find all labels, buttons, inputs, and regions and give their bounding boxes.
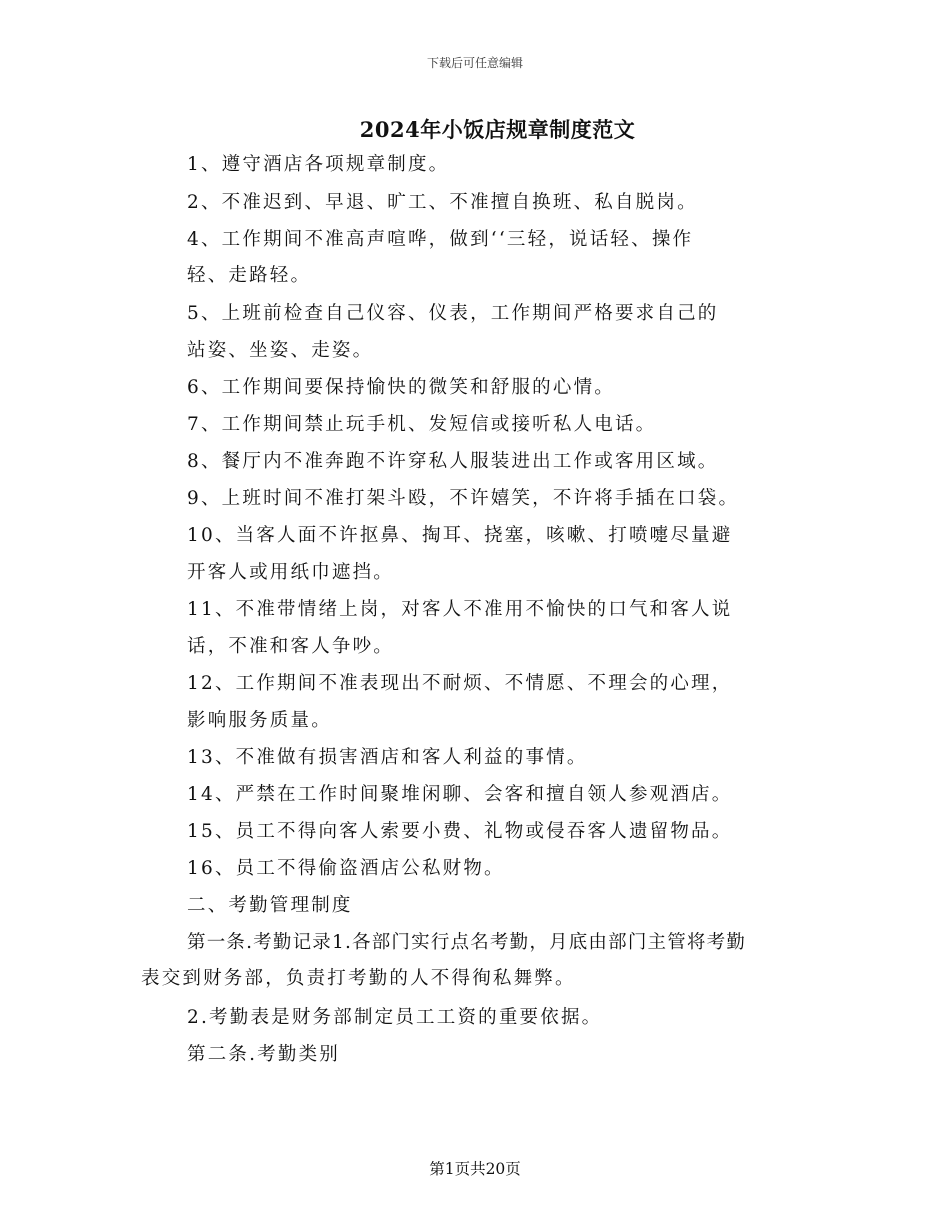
paragraph-line: 7、工作期间禁止玩手机、发短信或接听私人电话。 (187, 414, 657, 435)
paragraph-line: 影响服务质量。 (187, 710, 332, 731)
paragraph-line: 轻、走路轻。 (187, 265, 312, 286)
paragraph-line: 11、不准带情绪上岗，对客人不准用不愉快的口气和客人说 (187, 599, 733, 620)
paragraph-line: 15、员工不得向客人索要小费、礼物或侵吞客人遗留物品。 (187, 821, 733, 842)
paragraph-line: 5、上班前检查自己仪容、仪表，工作期间严格要求自己的 (187, 303, 719, 324)
paragraph-line: 1、遵守酒店各项规章制度。 (187, 154, 450, 175)
paragraph-line: 16、员工不得偷盗酒店公私财物。 (187, 858, 505, 879)
paragraph-line: 站姿、坐姿、走姿。 (187, 340, 374, 361)
paragraph-line: 话，不准和客人争吵。 (187, 636, 395, 657)
paragraph-line: 开客人或用纸巾遮挡。 (187, 562, 395, 583)
paragraph-line: 2.考勤表是财务部制定员工工资的重要依据。 (187, 1007, 603, 1028)
paragraph-line: 8、餐厅内不准奔跑不许穿私人服装进出工作或客用区域。 (187, 451, 719, 472)
paragraph-line: 10、当客人面不许抠鼻、掏耳、挠塞，咳嗽、打喷嚏尽量避 (187, 525, 733, 546)
paragraph-line: 9、上班时间不准打架斗殴，不许嬉笑，不许将手插在口袋。 (187, 488, 740, 509)
paragraph-line: 14、严禁在工作时间聚堆闲聊、会客和擅自领人参观酒店。 (187, 784, 733, 805)
paragraph-line: 4、工作期间不准高声喧哗，做到‘‘三轻，说话轻、操作 (187, 229, 694, 250)
paragraph-line: 第一条.考勤记录1.各部门实行点名考勤，月底由部门主管将考勤 (187, 932, 747, 953)
paragraph-line: 表交到财务部，负责打考勤的人不得徇私舞弊。 (141, 968, 576, 989)
paragraph-line: 13、不准做有损害酒店和客人利益的事情。 (187, 747, 588, 768)
section-heading: 二、考勤管理制度 (187, 895, 353, 916)
paragraph-line: 2、不准迟到、早退、旷工、不准擅自换班、私自脱岗。 (187, 192, 698, 213)
paragraph-line: 第二条.考勤类别 (187, 1044, 340, 1065)
document-title: 2024年小饭店规章制度范文 (359, 117, 636, 142)
page-footer: 第1页共20页 (429, 1160, 521, 1178)
header-note: 下载后可任意编辑 (426, 56, 523, 70)
paragraph-line: 6、工作期间要保持愉快的微笑和舒服的心情。 (187, 377, 615, 398)
paragraph-line: 12、工作期间不准表现出不耐烦、不情愿、不理会的心理， (187, 673, 733, 694)
